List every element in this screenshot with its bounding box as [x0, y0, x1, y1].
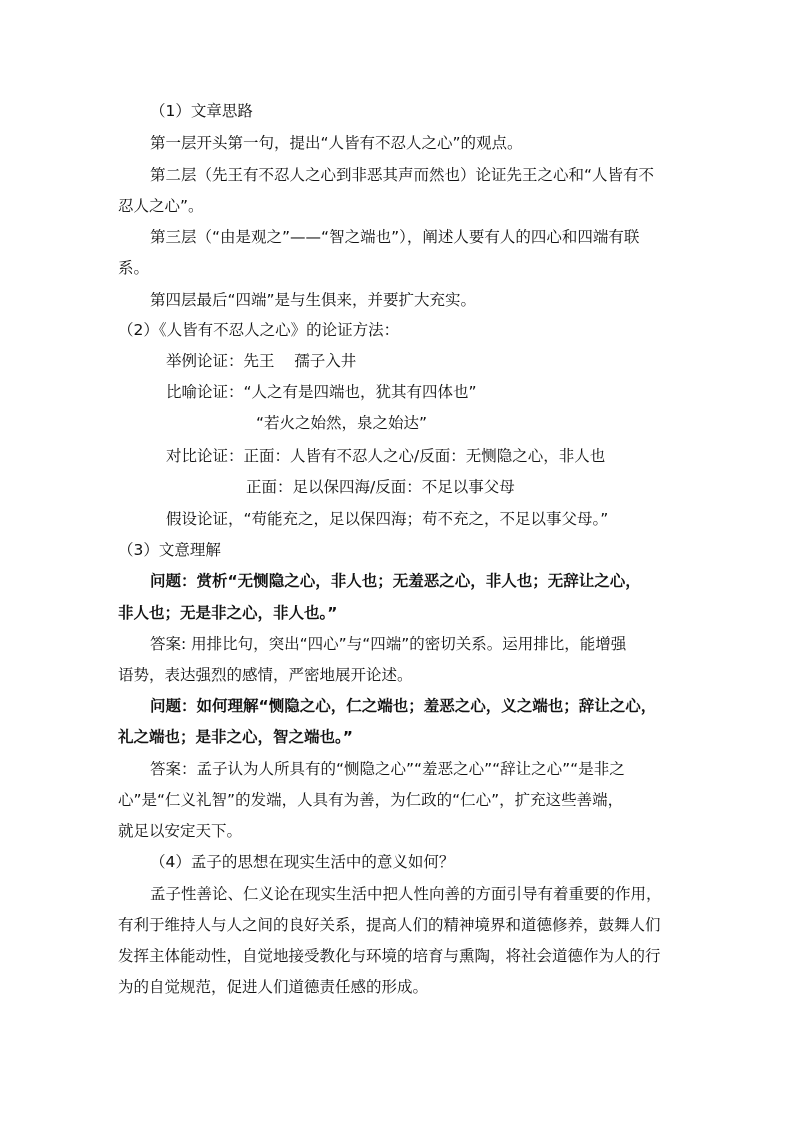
question-1-line-2: 非人也；无是非之心，非人也。” — [118, 604, 338, 622]
paragraph-layer-1: 第一层开头第一句，提出“人皆有不忍人之心”的观点。 — [150, 134, 523, 152]
section-4-heading: （4）孟子的思想在现实生活中的意义如何？ — [150, 853, 455, 871]
paragraph-layer-4: 第四层最后“四端”是与生俱来，并要扩大充实。 — [150, 291, 477, 309]
section-4-line-2: 有利于维持人与人之间的良好关系，提高人们的精神境界和道德修养，鼓舞人们 — [118, 916, 661, 934]
answer-2-line-3: 就足以安定天下。 — [118, 822, 243, 840]
paragraph-layer-2-line-2: 忍人之心”。 — [118, 197, 204, 215]
argument-contrast-2: 正面：足以保四海/反面：不足以事父母 — [246, 478, 515, 496]
argument-analogy-1: 比喻论证：“人之有是四端也，犹其有四体也” — [166, 383, 477, 401]
section-3-heading: （3）文意理解 — [118, 541, 221, 559]
section-2-heading: （2）《人皆有不忍人之心》的论证方法： — [118, 321, 400, 339]
argument-contrast-1: 对比论证：正面：人皆有不忍人之心/反面：无恻隐之心，非人也 — [166, 447, 606, 465]
answer-1-line-1: 答案: 用排比句，突出“四心”与“四端”的密切关系。运用排比，能增强 — [150, 635, 627, 653]
argument-hypothesis: 假设论证，“苟能充之，足以保四海；苟不充之，不足以事父母。” — [166, 510, 609, 528]
answer-1-line-2: 语势，表达强烈的感情，严密地展开论述。 — [118, 666, 413, 684]
question-2-line-2: 礼之端也；是非之心，智之端也。” — [118, 728, 353, 746]
question-1-line-1: 问题：赏析“无恻隐之心，非人也；无羞恶之心，非人也；无辞让之心， — [150, 572, 641, 590]
section-4-line-4: 为的自觉规范，促进人们道德责任感的形成。 — [118, 978, 429, 996]
answer-2-line-1: 答案：孟子认为人所具有的“恻隐之心”“羞恶之心”“辞让之心”“是非之 — [150, 760, 625, 778]
section-4-line-1: 孟子性善论、仁义论在现实生活中把人性向善的方面引导有着重要的作用， — [150, 885, 662, 903]
paragraph-layer-3-line-2: 系。 — [118, 259, 150, 277]
paragraph-layer-2-line-1: 第二层（先王有不忍人之心到非恶其声而然也）论证先王之心和“人皆有不 — [150, 166, 655, 184]
answer-2-line-2: 心”是“仁义礼智”的发端，人具有为善，为仁政的“仁心”，扩充这些善端， — [118, 791, 624, 809]
argument-example: 举例论证：先王 孺子入井 — [166, 352, 357, 370]
paragraph-layer-3-line-1: 第三层（“由是观之”——“智之端也”），阐述人要有人的四心和四端有联 — [150, 228, 640, 246]
section-1-heading: （1）文章思路 — [150, 102, 253, 120]
question-2-line-1: 问题：如何理解“恻隐之心，仁之端也；羞恶之心，义之端也；辞让之心， — [150, 697, 657, 715]
argument-analogy-2: “若火之始然，泉之始达” — [256, 414, 428, 432]
section-4-line-3: 发挥主体能动性，自觉地接受教化与环境的培育与熏陶，将社会道德作为人的行 — [118, 947, 661, 965]
